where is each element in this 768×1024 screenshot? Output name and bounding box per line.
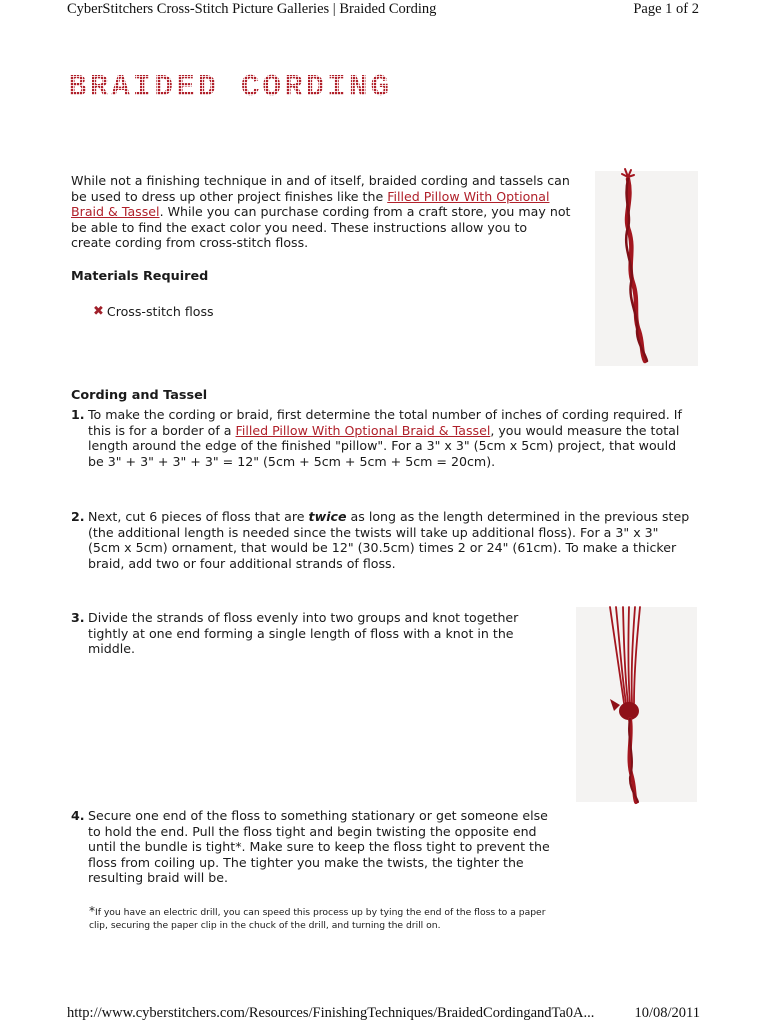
step-2: 2. Next, cut 6 pieces of floss that are twice as long as the length determined in the previous step (the additional length is needed since the twists will take up additional floss). For a 3" x 3" (5cm x 5cm) ornament, that would be 12" (30.5cm) times 2 or 24" (61cm). To make a thicker braid, add two or four additional strands of floss. bbox=[71, 509, 690, 571]
page-indicator: Page 1 of 2 bbox=[633, 1, 699, 17]
list-item-label: Cross-stitch floss bbox=[106, 304, 214, 319]
list-item bbox=[93, 304, 214, 319]
footnote: *If you have an electric drill, you can speed this process up by tying the end of the floss to a paper clip, securing the paper clip in the chuck of the drill, and turning the drill on. bbox=[89, 904, 546, 931]
braided-cording-logo bbox=[68, 68, 393, 105]
materials-heading: Materials Required bbox=[71, 269, 209, 284]
filled-pillow-link[interactable]: Filled Pillow With Optional Braid & Tassel bbox=[235, 422, 491, 438]
step-1: 1. To make the cording or braid, first determine the total number of inches of cording required. If this is for a border of a Filled Pillow With Optional Braid & Tassel, you would measure the total length around the edge of the finished "pillow". For a 3" x 3" (5cm x 5cm) project, that would be 3" + 3" + 3" + 3" = 12" (5cm + 5cm + 5cm + 5cm = 20cm). bbox=[71, 407, 682, 469]
page-url: http://www.cyberstitchers.com/Resources/FinishingTechniques/BraidedCordingandTa0A... bbox=[67, 1005, 595, 1021]
logo-text: BRAIDED CORDING bbox=[68, 70, 393, 105]
step-3: 3. Divide the strands of floss evenly into two groups and knot together tightly at one end forming a single length of floss with a knot in the middle. bbox=[71, 610, 519, 657]
step-4: 4. Secure one end of the floss to something stationary or get someone else to hold the end. Pull the floss tight and begin twisting the opposite end until the bundle is tight*. Make sure to keep the floss tight to prevent the floss from coiling up. The tighter you make the twists, the tighter the resulting braid will be. bbox=[71, 808, 550, 886]
document-title: CyberStitchers Cross-Stitch Picture Galleries | Braided Cording bbox=[67, 1, 437, 17]
x-bullet-icon: ✖ bbox=[93, 304, 104, 319]
twisted-cord-photo bbox=[595, 171, 698, 366]
intro-paragraph: While not a finishing technique in and of itself, braided cording and tassels can be used to dress up other project finishes like the Filled Pillow With Optional Braid & Tassel. While you can purchase cording from a craft store, you may not be able to find the exact color you need. These instructions allow you to create cording from cross-stitch floss. bbox=[71, 173, 571, 250]
filled-pillow-link[interactable]: Filled Pillow With Optional Braid & Tassel bbox=[71, 188, 550, 219]
knotted-floss-photo bbox=[576, 607, 697, 802]
cording-heading: Cording and Tassel bbox=[71, 388, 208, 403]
print-date: 10/08/2011 bbox=[634, 1005, 700, 1021]
